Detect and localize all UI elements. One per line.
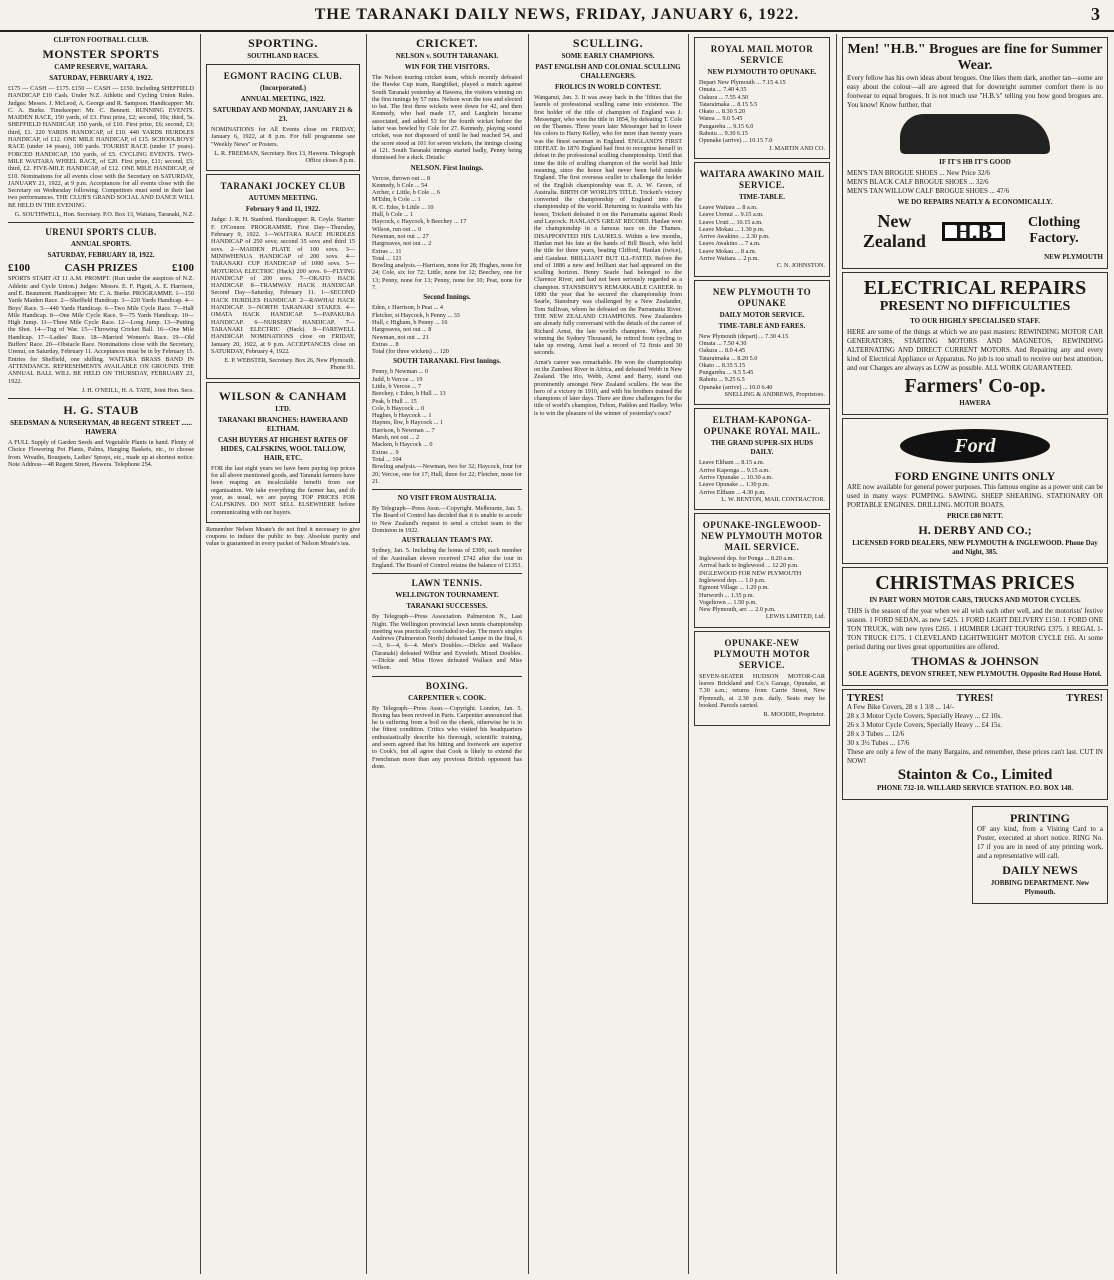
egmont-meeting-title: ANNUAL MEETING, 1922. [240,95,326,103]
christmas-body: THIS is the season of the year when we all wish each other well, and the motorists' festive season. 1 FORD SEDAN, as new £425. 1 FORD LIGHT DELIVERY £150. 1 FORD ONE TON TRUCK, with new tyres £265. 1 HUMBER LIGHT TOURING £375. 1 REGAL 1-TON TRUCK £175. 1 CLEVELAND LIGHTWEIGHT MOTOR CYCLE £65. At some period during our lives great opportunities are offered. [847,607,1103,651]
south-taranaki-heading: SOUTH TARANAKI. First Innings. [393,357,501,366]
opunake-np-heading: OPUNAKE-NEW PLYMOUTH MOTOR SERVICE. [713,637,811,670]
score-line: Newman, not out ... 27 [372,232,429,240]
tyres-heading-row [847,694,1103,703]
urenui-date: SATURDAY, FEBRUARY 18, 1922. [47,251,155,260]
score-line: Archer, c Little, b Cole ... 6 [372,189,440,197]
score-line: Hull, c Higham, b Penny ... 16 [372,318,448,326]
daily-news-sub: JOBBING DEPARTMENT. New Plymouth. [990,879,1090,896]
urenui-programme: SPORTS START AT 11 A.M. PROMPT. (Run under the auspices of N.Z. Athletic and Cycle Union.) Judges: Messrs. E. F. Pigott, A. E. Harrison, and E. Beaumont. Handicapper: Mr. C. A. Burke. PROGRAMME. 1—150 Yards Maiden Race. 2—Sheffield Handicap. 3—220 Yards Handicap. 4—Boys' Race. 5—440 Yards Handicap. 6—Two Mile Cycle Race. 7—Half Mile Handicap. 8—One Mile Cycle Race. 9—75 Yards Handicap. 10—High Jump. 11—Three Mile Cycle Race. 12—Long Jump. 13—Putting the Shot. 14—Tug of War. 15—Throwing Cricket Ball. 16—One Mile Handicap. 17—Ladies' Race. 18—Married Women's Race. 19—Old Buffers' Race. 20—Obstacle Race. Nominations close with the Secretary, Urenui, on Saturday, February 11. Acceptances must be in by February 15. Entries for Sheffield, one shilling. WAITARA BRASS BAND IN ATTENDANCE. REFRESHMENTS AVAILABLE ON GROUND. THE ANNUAL BALL WILL BE HELD ON THURSDAY, FEBRUARY 23, 1922. [8,275,194,385]
timetable-row: Leave Awakino ... 7 a.m. [699,240,761,248]
timetable-row: Okato ... 8.30 5.20 [699,108,746,116]
jockey-dates: February 9 and 11, 1922. [245,205,321,214]
wilson-canham-branches: TARANAKI BRANCHES: HAWERA AND ELTHAM. [218,415,348,433]
tyres-heading: TYRES! [956,693,994,704]
score-line: Hargreaves, not out ... 2 [372,240,432,248]
opunake-daily-sub: DAILY MOTOR SERVICE. [719,310,805,319]
monster-sports-heading: MONSTER SPORTS [42,47,160,61]
timetable-row: Arrive Opunake ... 10.30 a.m. [699,473,773,481]
score-line: Penny, b Newman ... 0 [372,368,428,376]
secretary-signature: G. SOUTHWELL, Hon. Secretary. P.O. Box 13, Waitara, Taranaki, N.Z. [14,211,194,219]
score-line: Wilson, run out ... 0 [372,225,422,233]
no-visit-body: By Telegraph—Press Assn.—Copyright. Melbourne, Jan. 5. The Board of Control has decided that it is unable to accede to New Zealand's request to send a cricket team to the Dominion in 1922. [372,505,522,535]
royal-mail-route: NEW PLYMOUTH TO OPUNAKE. [707,68,817,76]
newspaper-title: THE TARANAKI DAILY NEWS, FRIDAY, JANUARY 6, 1922. [314,6,800,23]
christmas-heading: CHRISTMAS PRICES [875,572,1075,594]
column-1-sports-ads [8,34,194,1274]
opunake-np-body: SEVEN-SEATER HUDSON MOTOR-CAR leaves Brickland and Co.'s Garage, Opunake, at 7.30 a.m.; returns from Carrie Street, New Plymouth, at 2.30 p.m. daily. Seats may be booked. Parcels carried. [699,672,825,709]
timetable-row: New Plymouth, arr. ... 2.0 p.m. [699,606,776,614]
timetable-row: Omata ... 7.50 4.30 [699,339,747,347]
egmont-incorporated: (Incorporated.) [259,84,307,92]
ford-logo-icon: Ford [900,429,1050,463]
divider [8,222,194,223]
nelson-innings-heading: NELSON. First Innings. [410,163,484,172]
sculling-article-continued: Arnst's career was remarkable. He won the championship on the Zambesi River in Africa, and defeated Webb in New Zealand. The trio, Webb, Arnst and Barry, stand out prominently amongst New Zealand scullers. He was the hero of a victory in 1910, and with his brothers trained the champions of later days. There are three challengers for the title of world's champion, Felton, Paddon and Hadley. Who is to win the pleasure of the winner of yesterday's race? [534,358,682,417]
egmont-racing-ad [206,64,360,171]
electrical-body: HERE are some of the things at which we are past masters: REWINDING MOTOR CAR GENERATORS, STARTING MOTORS AND MAGNETOS, REWINDING ALTERNATING AND DIRECT CURRENT MOTORS. And Repairing any and every kind of Electrical Appliance or Apparatus. No job is too small to receive our best attention, and our Charges are always as LOW as possible. ALL WORK GUARANTEED. [847,328,1103,372]
hb-clothing-factory: Clothing Factory. [1027,215,1081,246]
egmont-body: NOMINATIONS for All Events close on FRIDAY, January 6, 1922, at 8 p.m. For full programme see "Weekly News" or Posters. [211,126,355,148]
opunake-inglewood-ad [694,513,830,628]
score-line: Haycock, c Haycock, b Beechey ... 17 [372,218,467,226]
south-taranaki-scorecard [372,368,522,463]
timetable-row: INGLEWOOD FOR NEW PLYMOUTH [699,569,802,577]
electrical-repairs-ad [842,272,1108,415]
taranaki-jockey-ad [206,174,360,378]
tyres-heading: TYRES! [1066,693,1103,704]
prize-amount-left: £100 [8,262,30,275]
timetable-row: Inglewood dep. ... 1.0 p.m. [699,576,766,584]
spacer [206,860,360,861]
hb-new-zealand: New Zealand [862,211,926,251]
ford-dealer: H. DERBY AND CO.; [918,523,1032,537]
score-total: Total ... 104 [372,455,402,463]
opunake-daily-ad [694,280,830,406]
boxing-heading: CARPENTIER v. COOK. [408,693,486,702]
timetable-row: Inglewood dep. for Ponga ... 8.20 a.m. [699,555,795,563]
waitara-awakino-ad [694,162,830,277]
royal-mail-signature: J. MARTIN AND CO. [769,144,825,152]
column-rule [528,34,529,1274]
score-line: M'Edm, b Cole ... 1 [372,196,421,204]
tyre-price-row: 28 x 3 Motor Cycle Covers, Specially Heavy ... £2 10s. [847,712,1002,720]
daily-news-heading: DAILY NEWS [1002,863,1078,877]
sculling-heading: SOME EARLY CHAMPIONS. [561,52,655,60]
score-total: Total ... 121 [372,254,402,262]
hb-headline: Men! "H.B." Brogues are fine for Summer Wear. [847,42,1103,73]
christmas-subheading: IN PART WORN MOTOR CARS, TRUCKS AND MOTOR CYCLES. [869,596,1081,604]
opunake-daily-fares: TIME-TABLE AND FARES. [718,321,806,330]
score-line: Vercoe, thrown out ... 8 [372,174,431,182]
opunake-inglewood-heading: OPUNAKE-INGLEWOOD-NEW PLYMOUTH MOTOR MAIL SERVICE. [701,520,823,553]
bowling-analysis: Bowling analysis.—Harrison, none for 28; Hughes, none for 24; Cole, six for 72; Little, none for 12; Beechey, one for 13; Penny, none for 13; Penny, none for 10; Peat, none for 7. [372,262,522,292]
prize-label: CASH PRIZES [64,262,138,275]
ford-heading: FORD ENGINE UNITS ONLY [894,469,1056,483]
column-rule [688,34,689,1274]
farmers-coop-name: Farmers' Co-op. [904,375,1046,397]
timetable-row: Opunake (arrive) ... 10.0 6.40 [699,383,773,391]
sculling-section-title: SCULLING. [572,36,644,50]
wilson-canham-cash: CASH BUYERS AT HIGHEST RATES OF HIDES, CALFSKINS, WOOL TALLOW, HAIR, ETC. [218,435,348,462]
column-rule [836,34,837,1274]
tyres-heading: TYRES! [847,693,884,704]
royal-mail-ad [694,37,830,159]
egmont-dates: SATURDAY AND MONDAY, JANUARY 21 & 23. [213,106,353,123]
score-line: Judd, b Vercoe ... 19 [372,375,423,383]
tennis-body: By Telegraph—Press Association. Palmerston N., Last Night. The Wellington provincial lawn tennis championship meeting was practically concluded to-day. The men's singles Andrews (Palmerston North) defeated Lampe in the final, 6—3, 6—4, 6—4. Men's Doubles.—Dickie and Wallace (Taranaki) defeated Wilbur and Eyveleth. Mixed Doubles.—Dickie and Miss Howe defeated Wallace and Miss Wilson. [372,613,522,672]
divider [372,573,522,574]
boxing-body: By Telegraph—Press Assn.—Copyright. London, Jan. 5. Boxing has been revived in Paris. Carpentier announced that he is suffering from a boil on the cheek, otherwise he is in the fittest condition. Critics who visited his headquarters enthusiastically describe his thorough, scientific training, and seem agreed that his hitting and footwork are superior to Cook's, but all agree that Cook is likely to extend the Frenchman more than any previous British opponent has done. [372,704,522,770]
egmont-club-name: EGMONT RACING CLUB. [223,71,343,81]
christmas-prices-ad [842,567,1108,686]
wilson-canham-ad [206,382,360,523]
timetable-row: New Plymouth (depart) ... 7.30 4.15 [699,332,789,340]
divider [372,489,522,490]
tyre-price-row: A Few Bike Covers, 28 x 1 3/8 ... 14/- [847,703,954,711]
venue: CAMP RESERVE, WAITARA. [54,63,148,71]
urenui-subheading: ANNUAL SPORTS. [70,240,132,249]
timetable-row: Leave Mokau ... 8 a.m. [699,247,757,255]
timetable-row: Arrive Waitara ... 2 p.m. [699,255,760,263]
hb-town: NEW PLYMOUTH [1044,253,1103,261]
hb-brogues-ad [842,37,1108,269]
ford-body: ARE now available for general power purposes. This famous engine as a power unit can be used in many ways: PUMPING. SAWING. SHEEP SHEARING. STATIONARY OR PORTABLE ENGINES. DRILLING. MOTOR BOATS. [847,483,1103,509]
staub-heading: H. G. STAUB [63,403,139,418]
waitara-awakino-signature: C. N. JOHNSTON. [776,262,825,270]
score-line: R. C. Edes, b Little ... 10 [372,203,434,211]
jockey-meeting-title: AUTUMN MEETING. [248,194,318,203]
cash-prizes-banner [8,262,194,275]
bowling-analysis: Bowling analysis.—Newman, two for 32; Haycock, four for 20; Vercoe, one for 17; Hull, three for 22; Fletcher, none for 21. [372,463,522,485]
waitara-awakino-heading: WAITARA AWAKINO MAIL SERVICE. [699,168,825,190]
hb-slogan: IF IT'S HB IT'S GOOD [939,158,1011,166]
event-date: SATURDAY, FEBRUARY 4, 1922. [49,74,153,82]
bottom-ads-row [842,803,1108,907]
tennis-section-title: LAWN TENNIS. [411,578,483,589]
opunake-daily-signature: SNELLING & ANDREWS, Proprietors. [724,391,825,399]
opunake-inglewood-signature: LEWIS LIMITED, Ltd. [765,613,825,621]
printing-body: OF any kind, from a Visiting Card to a Poster, executed at short notice. RING No. 17 if you are in need of any printing work, and a representative will call. [977,825,1103,860]
timetable-row: Oakura ... 7.55 4.50 [699,93,749,101]
score-line: Peak, b Hull ... 15 [372,397,417,405]
timetable-row: Arrive Awakino ... 2.30 p.m. [699,233,770,241]
sculling-overflow [842,803,968,907]
second-innings-scorecard [372,304,522,355]
score-line: Extras ... 8 [372,340,399,348]
score-line: Cole, b Haycock ... 0 [372,404,425,412]
thomas-johnson-address: SOLE AGENTS, DEVON STREET, NEW PLYMOUTH. Opposite Red House Hotel. [848,670,1102,678]
cricket-report: The Nelson touring cricket team, which recently defeated the Hawke Cup team, Rangitikei, played a match against South Taranaki yesterday at Hawera, the visitors winning on the first innings by 57 runs. Nelson won the toss and elected to bat. The first three wickets were down for 42, and then Kennedy, who had made 17, and Langbein became associated, and added 53 for the fourth wicket before the latter was bowled by Cole for 27. Kennedy, playing sound cricket, was not dispossed of until he had reached 54, and the score stood at 101 for seven wickets, the innings closing at 121. South Taranaki innings started badly, Penny being dismissed for a duck. Details: [372,74,522,162]
ford-dealer-details: LICENSED FORD DEALERS, NEW PLYMOUTH & INGLEWOOD. Phone Day and Night, 385. [852,539,1098,556]
sculling-subheading: PAST ENGLISH AND COLONIAL SCULLING CHALLENGERS. [535,63,681,80]
column-2-sporting [206,34,360,1274]
divider [8,398,194,399]
hb-repairs-note: WE DO REPAIRS NEATLY & ECONOMICALLY. [897,198,1053,206]
farmers-coop-town: HAWERA [959,399,991,407]
tyre-price-row: 26 x 3 Motor Cycle Covers, Specially Heavy ... £4 15s. [847,721,1002,729]
tyres-note: These are only a few of the many Bargains, and remember, these prices can't last. CUT IN NOW! [847,748,1103,765]
timetable-row: Vogeltown ... 1.50 p.m. [699,598,757,606]
timetable-row: Pungarehu ... 9.15 6.0 [699,122,754,130]
timetable-row: Egmont Village ... 1.20 p.m. [699,584,769,592]
price-row: MEN'S TAN WILLOW CALF BROGUE SHOES ... 47/6 [847,187,1010,195]
tennis-subheading: TARANAKI SUCCESSES. [406,602,488,611]
hb-logo: H.B [942,222,1005,241]
score-line: Hull, b Cole ... 1 [372,211,414,219]
timetable-row: Leave Eltham ... 8.15 a.m. [699,459,765,467]
timetable-row: Rahotu ... 9.25 6.5 [699,376,745,384]
tennis-heading: WELLINGTON TOURNAMENT. [395,591,499,600]
column-6-display-ads [842,34,1108,1274]
score-line: Hargreaves, not out ... 8 [372,326,432,334]
timetable-row: Leave Opunake ... 1.30 p.m. [699,481,770,489]
timetable-row: Leave Urenui ... 9.15 a.m. [699,211,764,219]
egmont-signature: L. R. FREEMAN, Secretary. Box 13, Hawera. Telegraph Office closes 8 p.m. [214,149,355,165]
timetable-row: Hurworth ... 1.35 p.m. [699,591,755,599]
sporting-section-title: SPORTING. [248,36,318,50]
score-line: Eden, c Harrison, b Peat ... 4 [372,304,443,312]
score-line: Extras ... 11 [372,247,402,255]
eltham-kaponga-sub: THE GRAND SUPER-SIX HUDS DAILY. [710,439,814,457]
eltham-kaponga-heading: ELTHAM-KAPONGA-OPUNAKE ROYAL MAIL. [703,415,821,437]
timetable-row: Tataraimaka ... 8.15 5.5 [699,100,758,108]
ford-engine-ad [842,418,1108,564]
timetable-row: Rahotu ... 9.30 6.15 [699,130,748,138]
stainton-details: PHONE 732-10. WILLARD SERVICE STATION. P.O. BOX 148. [877,784,1073,792]
southland-races-heading: SOUTHLAND RACES. [247,52,319,60]
timetable-row: Tataraimaka ... 8.20 5.0 [699,354,758,362]
cricket-section-title: CRICKET. [415,36,479,50]
column-rule [200,34,201,1274]
column-5-motor-services [694,34,830,1274]
urenui-signature: J. H. O'NEILL, H. A. TATE, Joint Hon. Secs. [81,386,194,394]
masthead [0,0,1114,32]
printing-heading: PRINTING [1009,811,1070,825]
eltham-kaponga-ad [694,408,830,510]
waitara-awakino-timetable-label: TIME-TABLE. [739,192,785,201]
printing-ad [972,806,1108,904]
score-line: Kennedy, b Cole ... 54 [372,181,428,189]
timetable-row: Okato ... 8.35 5.15 [699,361,746,369]
timetable-row: Arrive Eltham ... 4.30 p.m. [699,488,766,496]
urenui-heading: URENUI SPORTS CLUB. [45,227,157,238]
jockey-signature: E. P. WEBSTER, Secretary. Box 26, New Plymouth. Phone 91. [224,357,355,372]
timetable-row: Warea ... 9.0 5.45 [699,115,743,123]
sports-programme: £175 — CASH — £175. £150 — CASH — £150. Including SHEFFIELD HANDICAP £10 Cash. Under N.Z. Athletic and Cycling Union Rules. Judges: Messrs. J. McLeod, A. George and R. Sampson. Handicapper: Mr. C. A. Burke. Timekeeper: Mr. C. Bennett. RUNNING EVENTS. MAIDEN RACE, 150 yards, of £3. First prize, £2; second, 10s; third, 5s. SHEFFIELD HANDICAP, 150 yards, of £10. First prize, £6; second, £3; third, £1. 220 YARDS HANDICAP, of £10. 440 YARDS HURDLES HANDICAP, of £12. ONE MILE HANDICAP, of £15. SCHOOLBOYS' RACE (under 14 years), 100 yards. TOURIST RACE (under 17 years). FORCED HANDICAP, 150 yards, of £5. CYCLING EVENTS. TWO-MILE WAITARA WHEEL RACE, of £20. First prize, £11; second, £5; third, £2. FIVE-MILE HANDICAP, of £12. ONE MILE HANDICAP, of £10. Nominations for all events close with the Secretary on SATURDAY, JANUARY 21, 1922, at 9 p.m. Acceptances for all events close with the Secretary on Wednesday following. Competitors must send in their last two performances. THE CLUB'S GRAND SOCIAL AND DANCE WILL BE HELD IN THE EVENING. [8,85,194,209]
team-pay-heading: AUSTRALIAN TEAM'S PAY. [401,536,493,545]
timetable-row: Oakura ... 8.0 4.45 [699,347,746,355]
cricket-result-heading: WIN FOR THE VISITORS. [404,63,490,71]
cricket-match-heading: NELSON v. SOUTH TARANAKI. [395,52,499,60]
timetable-row: Omata ... 7.40 4.35 [699,86,747,94]
score-line: Fletcher, st Haycock, b Penny ... 33 [372,311,460,319]
score-line: Haynes, lbw, b Haycock ... 1 [372,419,444,427]
timetable-row: Leave Mokau ... 1.30 p.m. [699,225,765,233]
sculling-subheading-2: FROLICS IN WORLD CONTEST. [555,83,661,91]
timetable-row: Arrival back to Inglewood ... 12.20 p.m. [699,562,799,570]
royal-mail-heading: ROYAL MAIL MOTOR SERVICE [710,44,814,65]
score-line: Beechey, c Eden, b Hull ... 13 [372,390,446,398]
score-total: Total (for three wickets) ... 120 [372,348,449,356]
price-row: MEN'S BLACK CALF BROGUE SHOES ... 32/6 [847,178,989,186]
electrical-staff: TO OUR HIGHLY SPECIALISED STAFF. [910,317,1040,325]
wilson-canham-name: WILSON & CANHAM [218,388,348,403]
timetable-row: Opunake (arrive) ... 10.15 7.0 [699,137,773,145]
column-4-sculling [534,34,682,1274]
hb-body: Every fellow has his own ideas about brogues. One likes them dark, another tan—some are easy about the colour—all are agreed that for downright summer comfort there is no footwear to equal brogues. It is not much use "H.B.'s" telling you how good brogues are. You know! Know further, that [847,74,1103,109]
jockey-programme: Judge: J. R. H. Stanford. Handicapper: R. Coyle. Starter: F. O'Connor. PROGRAMME. First Day—Thursday, February 9, 1922. 1—WAITARA RACE HURDLES HANDICAP of 250 sovs; second 35 sovs and third 15 sovs. 2—MAIDEN PLATE of 100 sovs. 3—MINIWHENUA HANDICAP of 200 sovs. 4—TARANAKI CUP HANDICAP of 1000 sovs. 5—MOTUROA ELECTRIC (Hack) 200 sovs. 6—FLYING HANDICAP of 200 sovs. 7—OKATO HACK HANDICAP. 8—TRAMWAY HACK HANDICAP. Second Day—Saturday, February 11. 1—SECOND HACK HURDLES HANDICAP. 2—RAWHAI HACK HANDICAP. 3—NORTH TARANAKI STAKES. 4—OMATA HACK HANDICAP. 5—PAPAKURA HANDICAP. 6—NURSERY HANDICAP. 7—TARANAKI ELECTRIC (Hack). 8—FAREWELL HANDICAP. NOMINATIONS close on FRIDAY, January 20, 1922, at 9 p.m. ACCEPTANCES close on SATURDAY, February 4, 1922. [211,216,355,355]
staub-subheading: SEEDSMAN & NURSERYMAN, 48 REGENT STREET ...... HAWERA [10,419,192,437]
jockey-club-name: TARANAKI JOCKEY CLUB [220,181,346,192]
column-rule [366,34,367,1274]
boxing-section-title: BOXING. [425,680,469,691]
page-number: 3 [1091,4,1100,24]
score-line: Hughes, b Haycock ... 1 [372,412,432,420]
timetable-row: Arrive Kaponga ... 9.15 a.m. [699,466,770,474]
timetable-row: Pungarehu ... 9.5 5.45 [699,369,754,377]
score-line: Little, b Vercoe ... 7 [372,382,422,390]
sculling-article: Wanganui, Jan. 3. It was away back in the 'fifties that the laurels of professional sculling came into existence. The first holder of the title of champion of England was J. Messenger, who won the title in 1854, by defeating T. Cole on the Thames. Three years later Messenger had to lower his colors to Harry Kelley, who for more than twenty years was the finest oarsman in England. ENGLAND'S FIRST DEFEAT. In 1876 England had first to recognise herself in defeat in the professional sculling championship. Until that time the title of sculling champion of the world had little meaning, since the honor had never been held outside England. The first overseas sculler to challenge the holder of the English championship was E. A. W. Green, of Australia. BIRTH OF WORLD'S TITLE. Trickett's victory converted the championship of England into the championship of the world. Returning to Australia with his honor, Trickett defeated it on the Parramatta against Rush and Laycock. HANLAN'S GREAT RECORD. Hanlan won the championship in a famous race on the Thames. DISAPPOINTED HIS LAURELS. Within a few months, Hanlan met his fate at the hands of Bill Beach, who held the title for three years, beating Clifford, Hanlan (twice), and Gaudaur. BRILLIANT BUT ILL-FATED. Before the end of 1886 a new and brilliant star had appeared on the sculling horizon. Henry Searle had belonged to the Clarence River, and had not been seriously regarded as a champion. STANSBURY'S REMARKABLE CAREER. In 1890 the year that he secured the championship from Searle, Stansbury was challenged by a New Zealander, Tom Sullivan, whom he defeated on the Parramatta River. THE NEW ZEALAND CHAMPIONS. New Zealanders are already fully conversant with the details of the career of Richard Arnst, the late world's champion. When, after winning the Sydney Thousand, he retired from cycling to take up rowing, Arnst had a record of 72 firsts and 30 seconds. [534,94,682,357]
timetable-row: Leave Uruti ... 10.15 a.m. [699,218,763,226]
score-line: Newman, not out ... 21 [372,333,429,341]
eltham-kaponga-signature: L. W. BENTON, MAIL CONTRACTOR. [721,495,825,503]
score-line: Macken, b Haycock ... 0 [372,441,433,449]
column-3-cricket [372,34,522,1274]
no-visit-heading: NO VISIT FROM AUSTRALIA. [397,494,497,503]
tyres-ad [842,689,1108,800]
staub-body: A FULL Supply of Garden Seeds and Vegetable Plants in hand. Plenty of Choice Flowering Pot Plants, Palms, Hanging Baskets, etc., to choose from. Wreaths, Bouquets, Ladies' Sprays, etc., made up at shortest notice. Note Address—48 Regent Street, Hawera. Telephone 254. [8,439,194,468]
wilson-canham-body: FOR the last eight years we have been paying top prices for all above mentioned goods, and Taranaki farmers have been reaping an incalculable benefit from our organisation. We take everything the farmer has, and th year, as usual, we are paying TOP PRICES FOR CALFSKINS. DO NOT SELL ELSEWHERE before communicating with our buyers. [211,464,355,516]
tyre-price-row: 30 x 3½ Tubes ... 17/6 [847,739,910,747]
opunake-np-motor-ad [694,631,830,726]
club-name: CLIFTON FOOTBALL CLUB. [53,36,149,44]
stainton-name: Stainton & Co., Limited [897,767,1053,783]
score-line: Marsh, not out ... 2 [372,434,420,442]
price-row: MEN'S TAN BROGUE SHOES ... New Price 32/6 [847,169,990,177]
wilson-canham-ltd: LTD. [275,404,291,413]
thomas-johnson-name: THOMAS & JOHNSON [911,654,1039,668]
hb-factory-banner [847,211,1103,251]
electrical-subheading: PRESENT NO DIFFICULTIES [879,299,1071,314]
opunake-daily-heading: NEW PLYMOUTH TO OPUNAKE [712,286,812,308]
score-line: Harrison, b Newman ... 7 [372,426,435,434]
brogue-shoe-icon [900,114,1050,154]
electrical-heading: ELECTRICAL REPAIRS [863,277,1087,299]
timetable-row: Leave Waitara ... 8 a.m. [699,203,758,211]
ford-price: PRICE £80 NETT. [946,512,1004,520]
nelson-moate-note: Remember Nelson Moate's do not find it necessary to give coupons to induce the public to buy. Absolute purity and value is guaranteed in every packet of Nelson Moate's tea. [206,525,360,548]
timetable-row: Depart New Plymouth ... 7.15 4.15 [699,79,786,86]
second-innings-heading: Second Innings. [423,293,471,302]
prize-amount-right: £100 [171,262,194,275]
team-pay-body: Sydney, Jan. 5. Including the bonus of £300, each member of the Australian eleven received £742 after the tour in England. The Board of Control retains the balance of £1353. [372,547,522,569]
score-line: Extras ... 9 [372,448,399,456]
tyre-price-row: 28 x 3 Tubes ... 12/6 [847,730,905,738]
divider [372,676,522,677]
nelson-scorecard [372,175,522,263]
opunake-np-signature: R. MOODIE, Proprietor. [763,711,825,719]
